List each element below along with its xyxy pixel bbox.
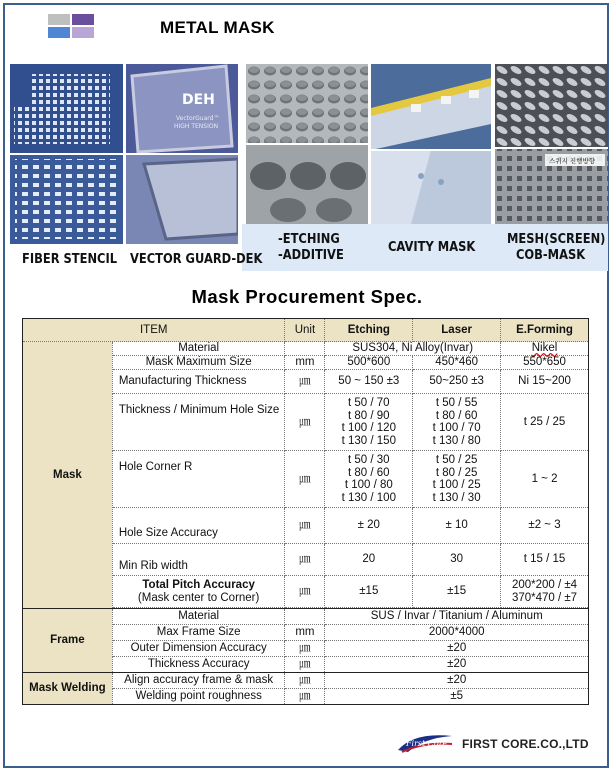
unit-cell: mm [285,625,325,641]
header-etching: Etching [325,319,413,342]
row-label: Manufacturing Thickness [112,370,285,394]
cell-value: ± 20 [325,508,413,544]
cell-value: 20 [325,544,413,576]
unit-cell: ㎛ [285,657,325,673]
cell-value [501,576,589,608]
cell-value [325,394,413,451]
pitch-sublabel: (Mask center to Corner) [137,591,260,604]
cell-value: 550*650 [501,356,589,370]
value-line: t 80 / 60 [435,409,478,422]
company-name: FIRST CORE.CO.,LTD [462,737,589,751]
photo-mesh-screen [495,64,608,224]
caption-additive: -ADDITIVE [278,247,344,263]
value-line: t 50 / 25 [435,454,478,466]
photo-fiber-stencil [10,64,123,244]
spec-title: Mask Procurement Spec. [191,286,423,307]
squeegee-direction-text: 스퀴지 진행방향 [549,157,596,165]
value-line: t 130 / 80 [432,434,481,447]
row-label: Hole Size Accuracy [112,508,285,544]
cell-value: ±20 [325,673,589,689]
unit-cell: ㎛ [285,451,325,508]
unit-cell: ㎛ [285,641,325,657]
row-label: Max Frame Size [112,625,285,641]
value-line: t 130 / 30 [432,491,481,504]
cell-value: ±15 [325,576,413,608]
caption-cob-mask: COB-MASK [516,247,586,263]
row-label [112,576,285,608]
vectorguard-text: VectorGuard™ [176,115,220,122]
product-gallery [10,64,608,271]
cell-value: 1 ~ 2 [501,451,589,508]
page-title: METAL MASK [160,18,275,37]
caption-mesh-screen: MESH(SCREEN) [507,231,606,247]
value-line: t 100 / 80 [344,479,393,491]
company-logo [394,730,456,756]
header-laser: Laser [413,319,501,342]
deh-logo-text: DEH [182,92,215,108]
cell-value [413,451,501,508]
row-label: Material [112,609,285,625]
row-label: Hole Corner R [112,451,285,508]
unit-cell: ㎛ [285,576,325,608]
unit-cell: ㎛ [285,508,325,544]
group-frame: Frame [23,609,113,673]
caption-fiber-stencil: FIBER STENCIL [22,251,118,267]
row-label: Material [112,342,285,356]
photo-cavity-mask [371,64,491,224]
header-eforming: E.Forming [501,319,589,342]
row-label: Outer Dimension Accuracy [112,641,285,657]
cell-value: ±20 [325,657,589,673]
cell-value: SUS / Invar / Titanium / Aluminum [325,609,589,625]
cell-value: ± 10 [413,508,501,544]
row-label: Welding point roughness [112,689,285,705]
high-tension-text: HIGH TENSION [174,123,219,130]
table-row [23,609,589,625]
cell-value: 50 ~ 150 ±3 [325,370,413,394]
row-label: Min Rib width [112,544,285,576]
cell-value [325,451,413,508]
pitch-label: Total Pitch Accuracy [142,579,255,591]
cell-value: t 25 / 25 [501,394,589,451]
unit-cell: ㎛ [285,689,325,705]
value-line: t 100 / 120 [341,422,396,434]
brand-logo [48,14,96,40]
value-line: t 50 / 70 [348,397,390,409]
caption-etching: -ETCHING [278,231,340,247]
cell-value: SUS304, Ni Alloy(Invar) [325,342,501,356]
cell-value: ±2 ~ 3 [501,508,589,544]
value-line: t 100 / 70 [432,422,481,434]
cell-value: t 15 / 15 [501,544,589,576]
unit-cell: ㎛ [285,394,325,451]
photo-etching [246,64,368,224]
cell-value [413,394,501,451]
header-item: ITEM [23,319,285,342]
cell-value: 450*460 [413,356,501,370]
photo-vector-guard [126,64,238,244]
row-label: Thickness / Minimum Hole Size [112,394,285,451]
cell-value: 50~250 ±3 [413,370,501,394]
cell-value: 2000*4000 [325,625,589,641]
value-line: t 80 / 25 [435,466,478,479]
row-label: Mask Maximum Size [112,356,285,370]
value-line: t 80 / 90 [348,409,390,422]
caption-vector-guard: VECTOR GUARD-DEK [130,251,263,267]
group-mask: Mask [23,342,113,609]
table-header-row [23,319,589,342]
value-line: t 130 / 100 [341,491,396,504]
table-row [23,342,589,356]
value-line: t 50 / 30 [348,454,390,466]
value-line: t 80 / 60 [348,466,390,479]
cell-value: ±15 [413,576,501,608]
value-line: 200*200 / ±4 [511,579,578,591]
row-label: Thickness Accuracy [112,657,285,673]
value-line: t 100 / 25 [432,479,481,491]
group-mask-welding: Mask Welding [23,673,113,705]
table-row [23,673,589,689]
unit-cell: ㎛ [285,544,325,576]
cell-value: Nikel [501,342,589,356]
logo-text: First Core [406,739,448,748]
unit-cell: mm [285,356,325,370]
unit-cell: ㎛ [285,370,325,394]
cell-value: 30 [413,544,501,576]
cell-value: ±20 [325,641,589,657]
value-line: 370*470 / ±7 [511,591,578,604]
caption-cavity-mask: CAVITY MASK [388,239,476,255]
cell-value: 500*600 [325,356,413,370]
unit-cell: ㎛ [285,673,325,689]
value-line: t 130 / 150 [341,434,396,447]
row-label: Align accuracy frame & mask [112,673,285,689]
spec-table [22,318,589,705]
cell-value: Ni 15~200 [501,370,589,394]
value-line: t 50 / 55 [435,397,478,409]
header-unit: Unit [285,319,325,342]
cell-value: ±5 [325,689,589,705]
